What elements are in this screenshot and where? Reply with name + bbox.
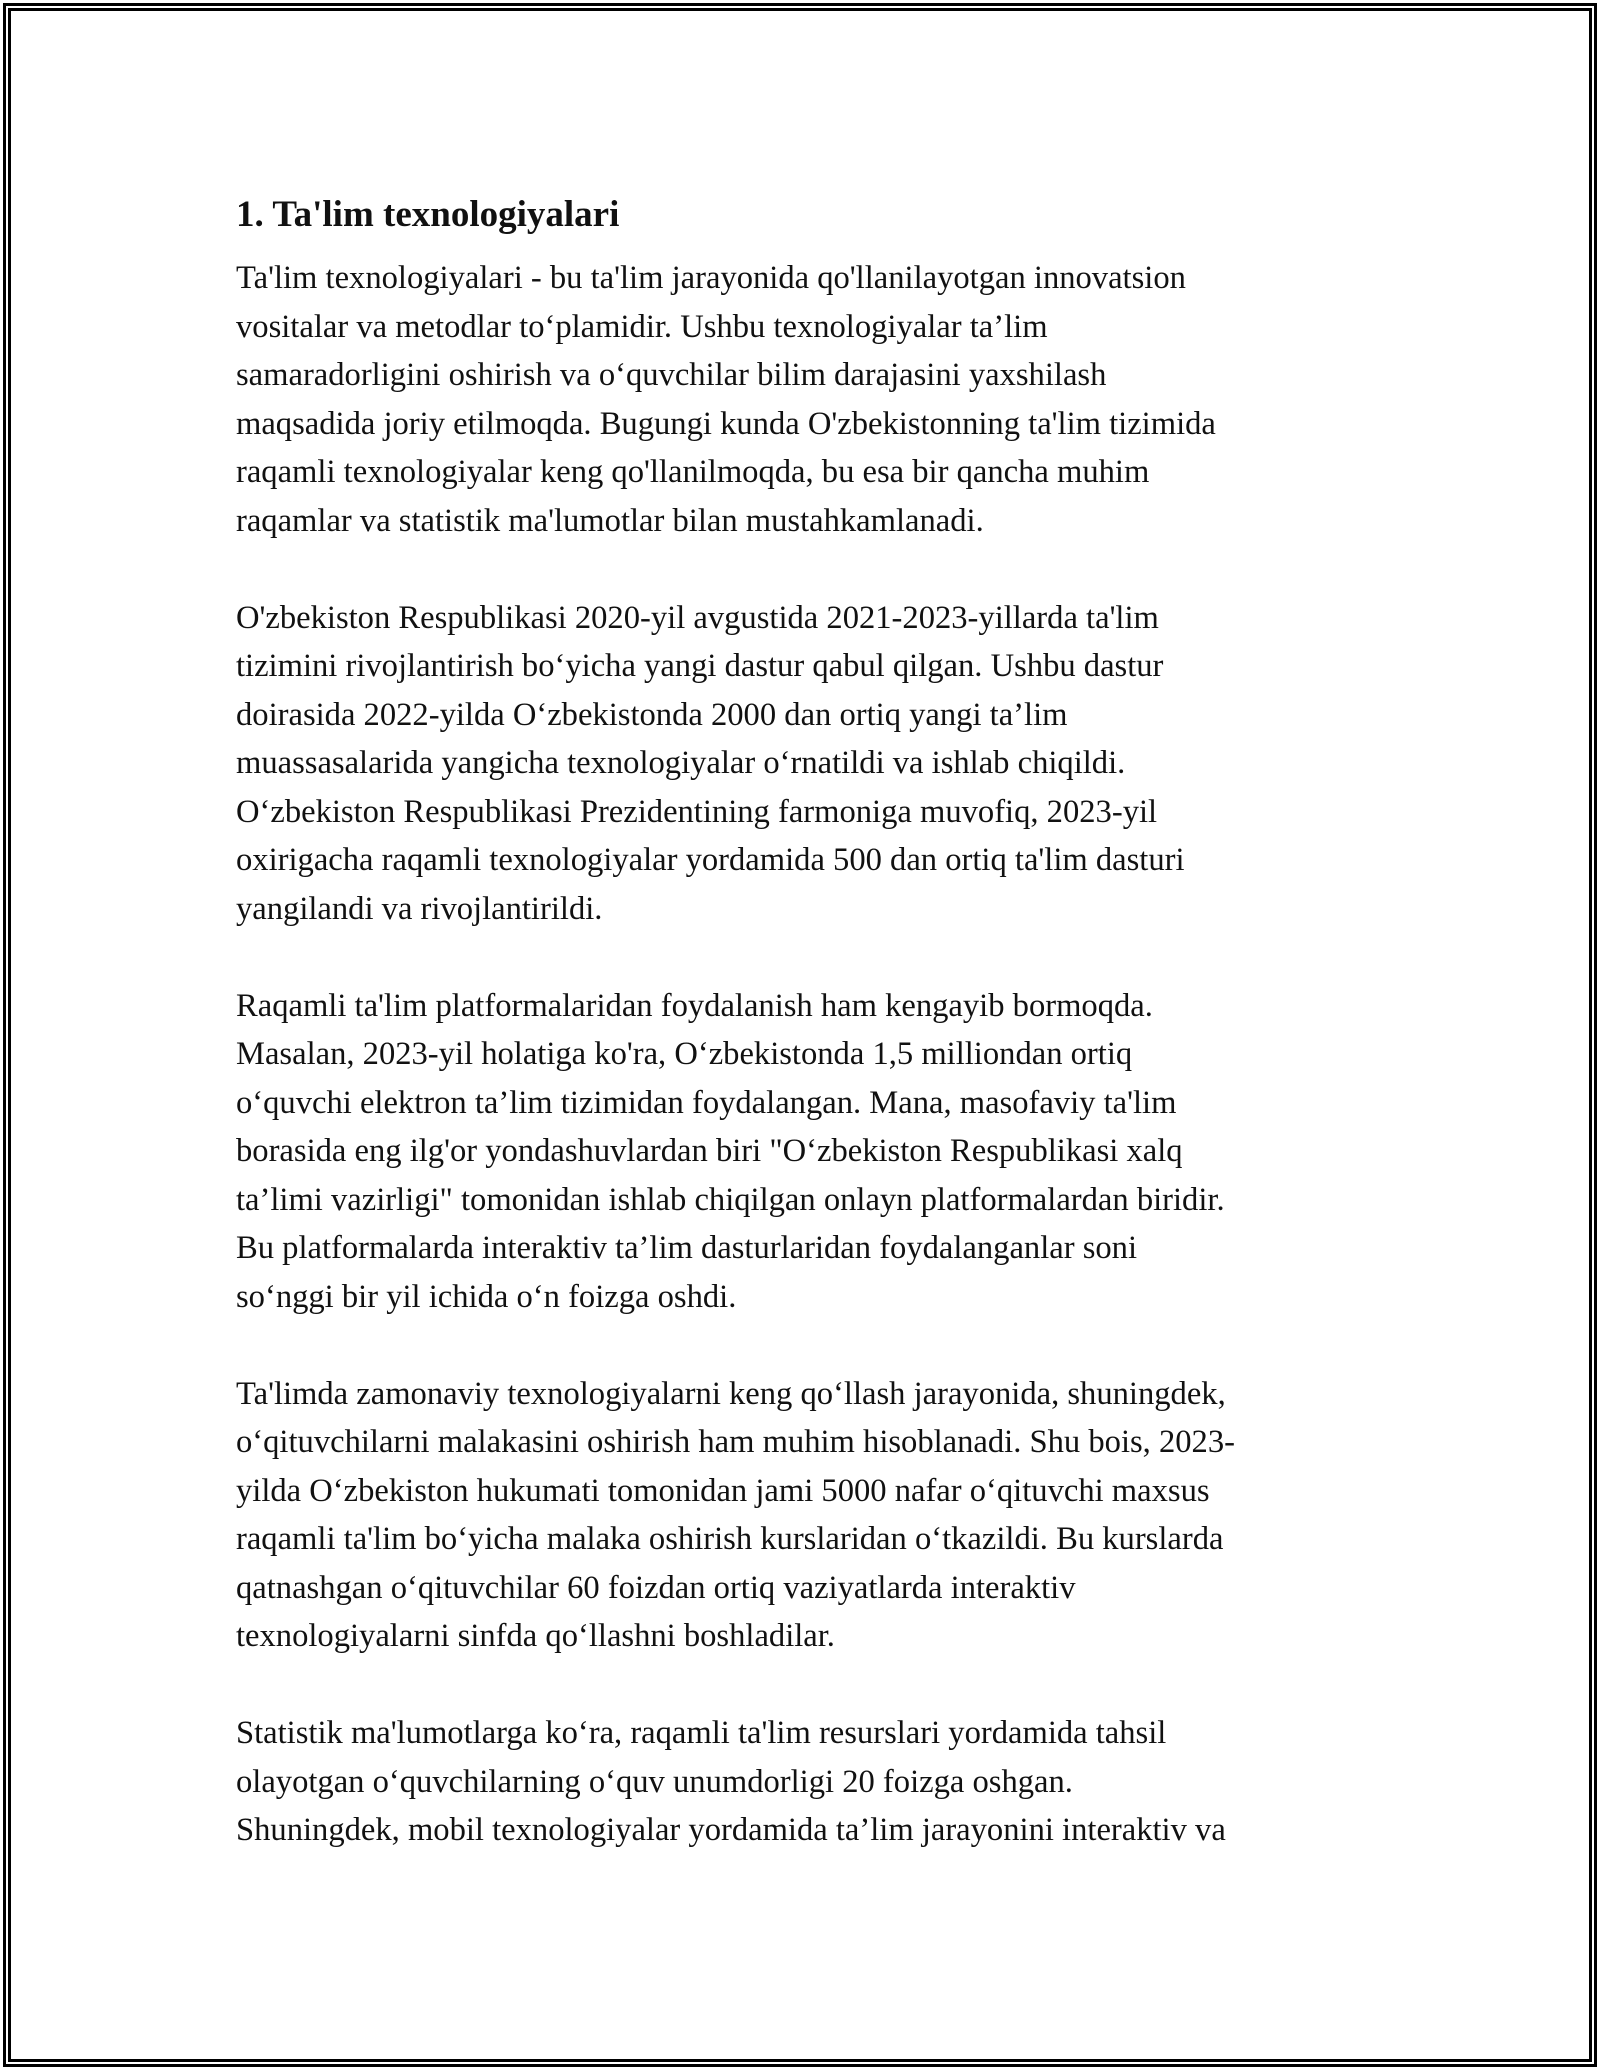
paragraph-line: Masalan, 2023-yil holatiga ko'ra, O‘zbekistonda 1,5 milliondan ortiq bbox=[236, 1036, 1133, 1072]
paragraph-2 bbox=[236, 594, 1366, 934]
paragraph-line: Raqamli ta'lim platformalaridan foydalanish ham kengayib bormoqda. bbox=[236, 987, 1153, 1024]
paragraph-line: doirasida 2022-yilda O‘zbekistonda 2000 dan ortiq yangi ta’lim bbox=[236, 696, 1068, 733]
paragraph-line: olayotgan o‘quvchilarning o‘quv unumdorligi 20 foizga oshgan. bbox=[236, 1763, 1073, 1800]
section-heading: 1. Ta'lim texnologiyalari bbox=[236, 194, 620, 235]
paragraph-line: Bu platformalarda interaktiv ta’lim dasturlaridan foydalanganlar soni bbox=[236, 1230, 1138, 1266]
paragraph-4 bbox=[236, 1370, 1366, 1661]
paragraph-line: yilda O‘zbekiston hukumati tomonidan jami 5000 nafar o‘qituvchi maxsus bbox=[236, 1472, 1210, 1509]
paragraph-line: o‘quvchi elektron ta’lim tizimidan foydalangan. Mana, masofaviy ta'lim bbox=[236, 1084, 1177, 1121]
paragraph-line: yangilandi va rivojlantirildi. bbox=[236, 890, 603, 927]
paragraph-line: raqamli ta'lim bo‘yicha malaka oshirish kurslaridan o‘tkazildi. Bu kurslarda bbox=[236, 1521, 1224, 1557]
paragraph-line: o‘qituvchilarni malakasini oshirish ham muhim hisoblanadi. Shu bois, 2023- bbox=[236, 1424, 1235, 1460]
paragraph-line: Statistik ma'lumotlarga ko‘ra, raqamli ta'lim resurslari yordamida tahsil bbox=[236, 1715, 1167, 1751]
paragraph-5 bbox=[236, 1709, 1366, 1855]
paragraph-line: qatnashgan o‘qituvchilar 60 foizdan ortiq vaziyatlarda interaktiv bbox=[236, 1569, 1076, 1606]
paragraph-line: Ta'lim texnologiyalari - bu ta'lim jarayonida qo'llanilayotgan innovatsion bbox=[236, 260, 1186, 296]
paragraph-line: Ta'limda zamonaviy texnologiyalarni keng qo‘llash jarayonida, shuningdek, bbox=[236, 1375, 1226, 1412]
paragraph-line: raqamlar va statistik ma'lumotlar bilan mustahkamlanadi. bbox=[236, 502, 984, 539]
paragraph-1 bbox=[236, 254, 1366, 545]
paragraph-line: vositalar va metodlar to‘plamidir. Ushbu texnologiyalar ta’lim bbox=[236, 308, 1048, 345]
paragraph-line: tizimini rivojlantirish bo‘yicha yangi dastur qabul qilgan. Ushbu dastur bbox=[236, 648, 1164, 684]
paragraph-line: O‘zbekiston Respublikasi Prezidentining farmoniga muvofiq, 2023-yil bbox=[236, 793, 1158, 830]
paragraph-line: muassasalarida yangicha texnologiyalar o‘rnatildi va ishlab chiqildi. bbox=[236, 745, 1126, 781]
paragraph-line: borasida eng ilg'or yondashuvlardan biri "O‘zbekiston Respublikasi xalq bbox=[236, 1133, 1183, 1169]
paragraph-line: Shuningdek, mobil texnologiyalar yordamida ta’lim jarayonini interaktiv va bbox=[236, 1812, 1226, 1848]
paragraph-line: oxirigacha raqamli texnologiyalar yordamida 500 dan ortiq ta'lim dasturi bbox=[236, 842, 1185, 878]
paragraph-3 bbox=[236, 982, 1366, 1322]
paragraph-line: samaradorligini oshirish va o‘quvchilar bilim darajasini yaxshilash bbox=[236, 357, 1107, 393]
paragraph-line: so‘nggi bir yil ichida o‘n foizga oshdi. bbox=[236, 1278, 737, 1315]
paragraph-line: ta’limi vazirligi" tomonidan ishlab chiqilgan onlayn platformalardan biridir. bbox=[236, 1181, 1225, 1218]
paragraph-line: raqamli texnologiyalar keng qo'llanilmoqda, bu esa bir qancha muhim bbox=[236, 454, 1150, 490]
document-body bbox=[236, 186, 1366, 1855]
paragraph-line: O'zbekiston Respublikasi 2020-yil avgustida 2021-2023-yillarda ta'lim bbox=[236, 599, 1159, 636]
paragraph-line: maqsadida joriy etilmoqda. Bugungi kunda O'zbekistonning ta'lim tizimida bbox=[236, 405, 1216, 442]
paragraph-line: texnologiyalarni sinfda qo‘llashni boshladilar. bbox=[236, 1618, 835, 1654]
